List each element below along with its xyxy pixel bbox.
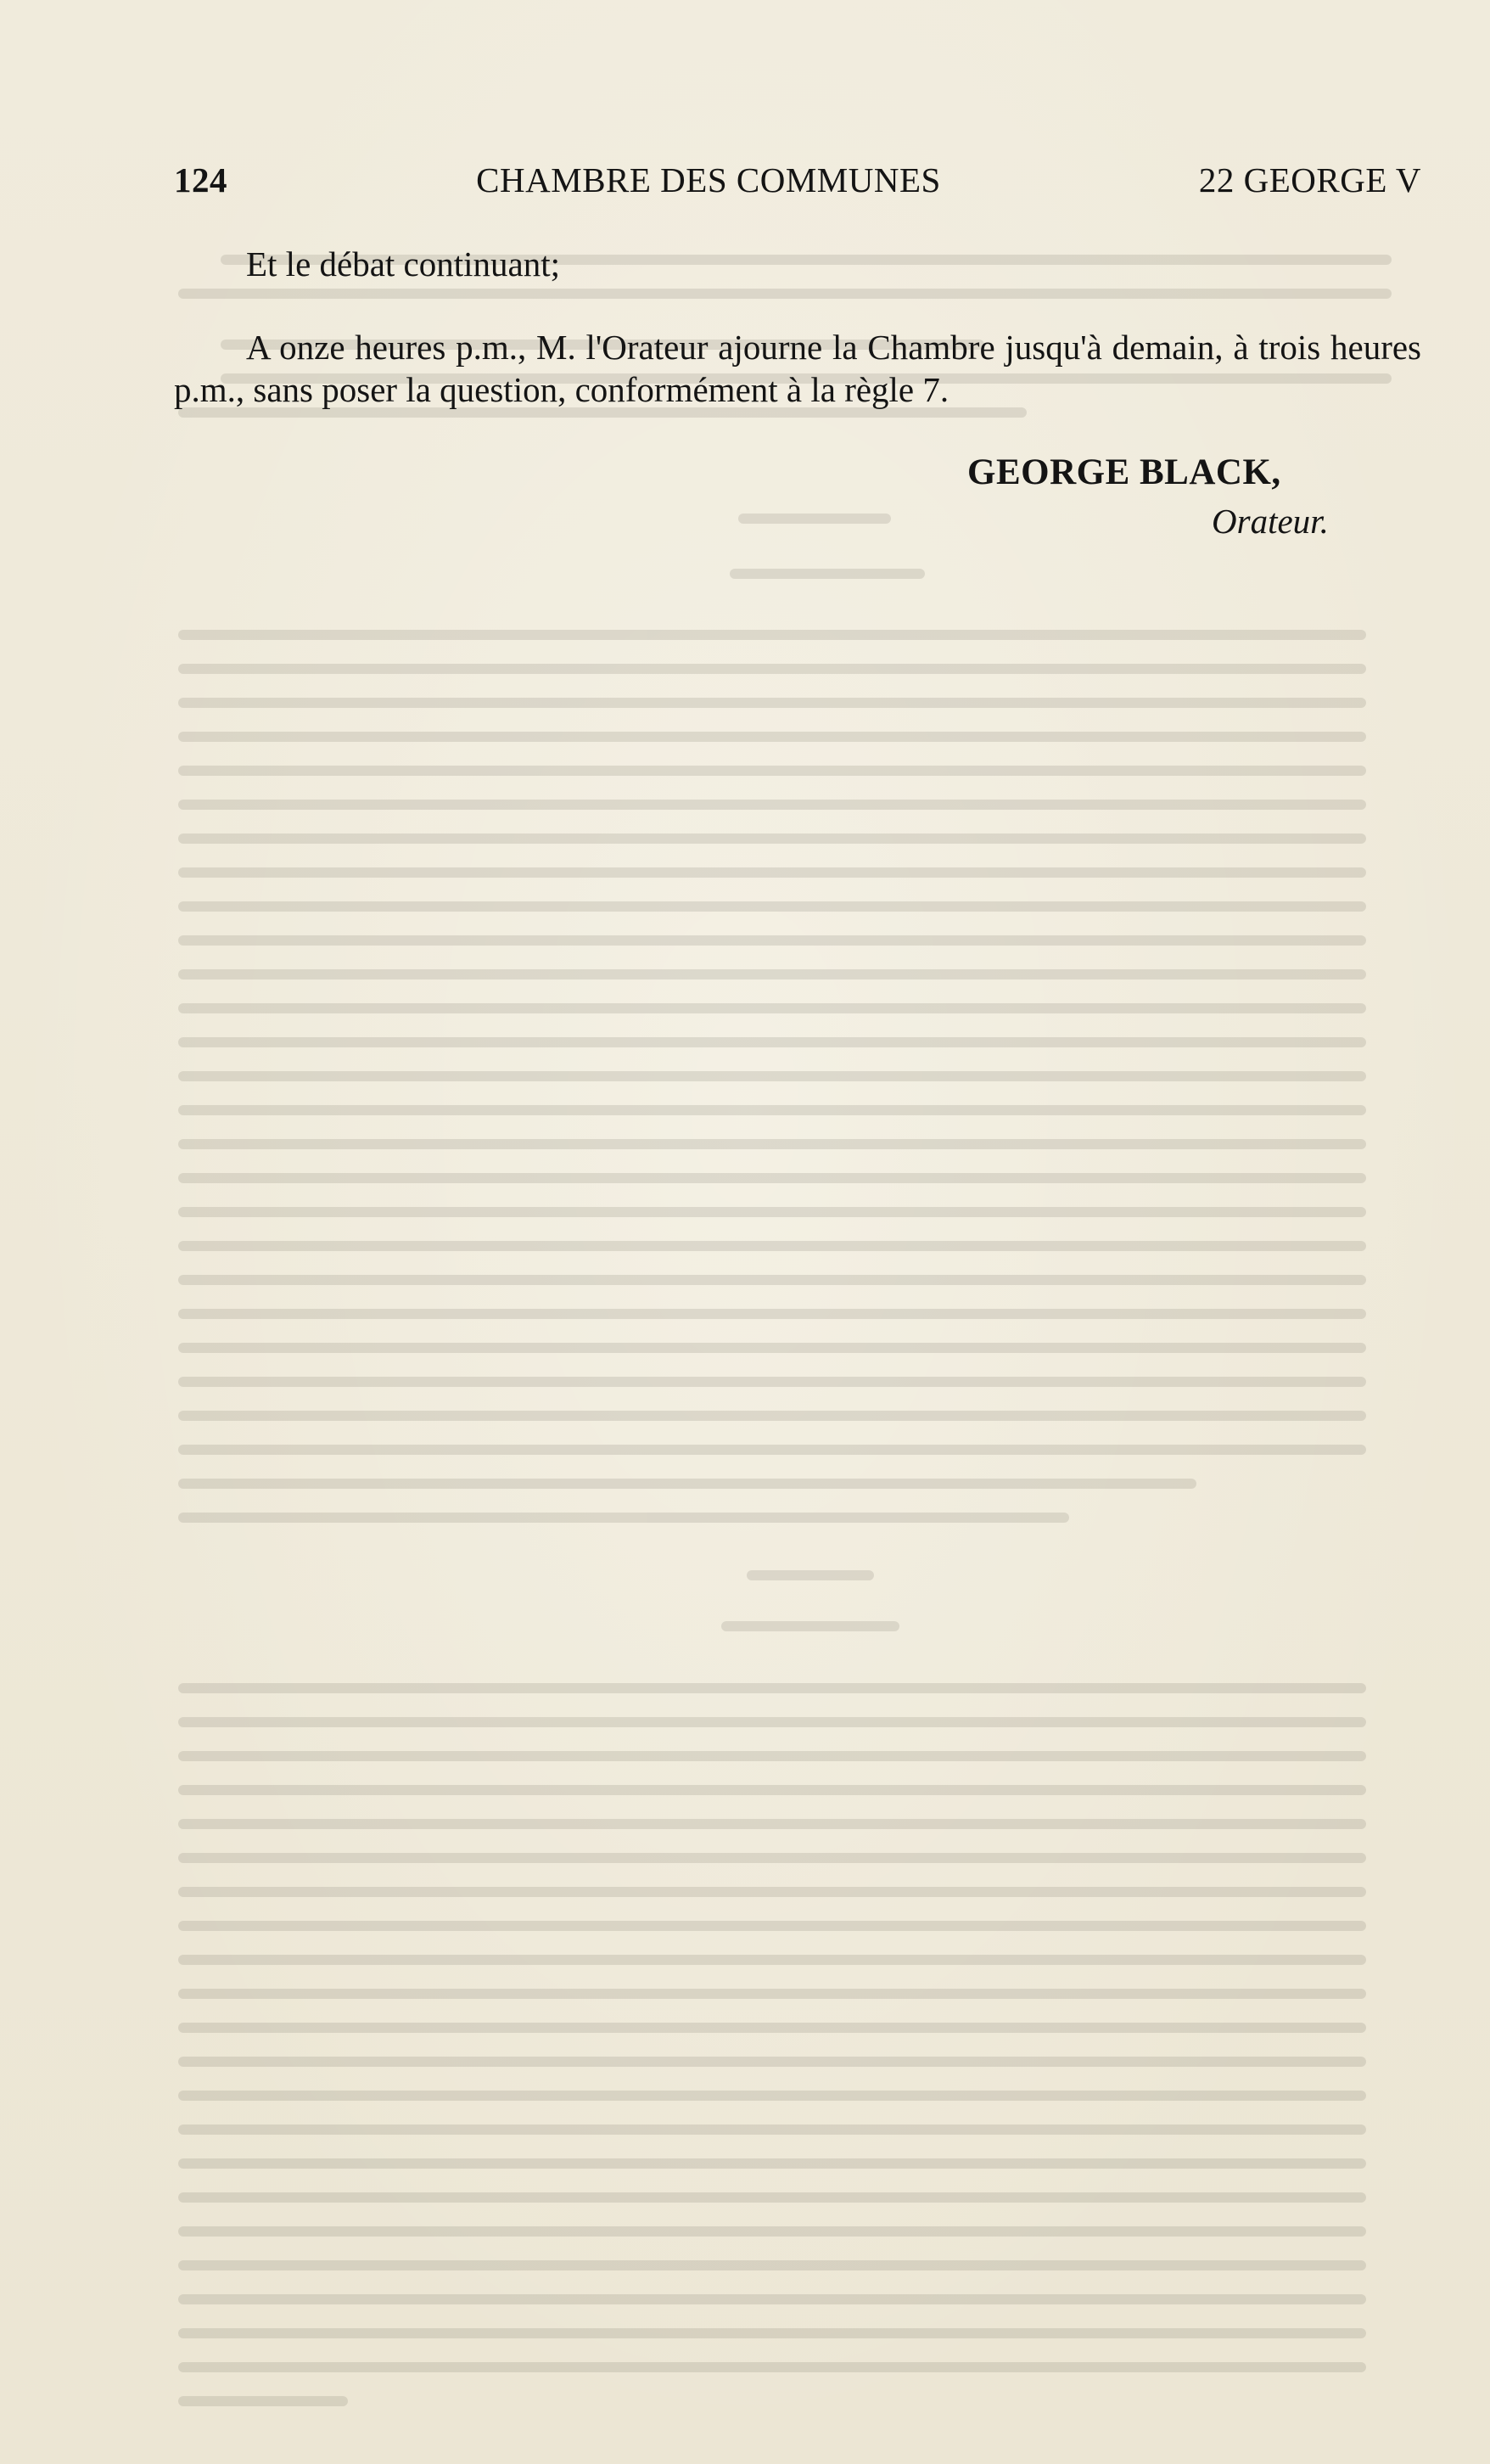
signature-title: Orateur. (1212, 502, 1329, 541)
regnal-year: 22 GEORGE V (1198, 160, 1421, 199)
page-header (174, 160, 1421, 210)
signature-name: GEORGE BLACK, (967, 452, 1281, 492)
running-title: CHAMBRE DES COMMUNES (476, 160, 941, 199)
paragraph-debate-continuing: Et le débat continuant; (246, 244, 561, 283)
page-number: 124 (174, 160, 227, 199)
paragraph-adjournment: A onze heures p.m., M. l'Orateur ajourne la Chambre jusqu'à demain, à trois heures p.m., sans poser la question, conformément à la règle 7. (174, 328, 1421, 409)
